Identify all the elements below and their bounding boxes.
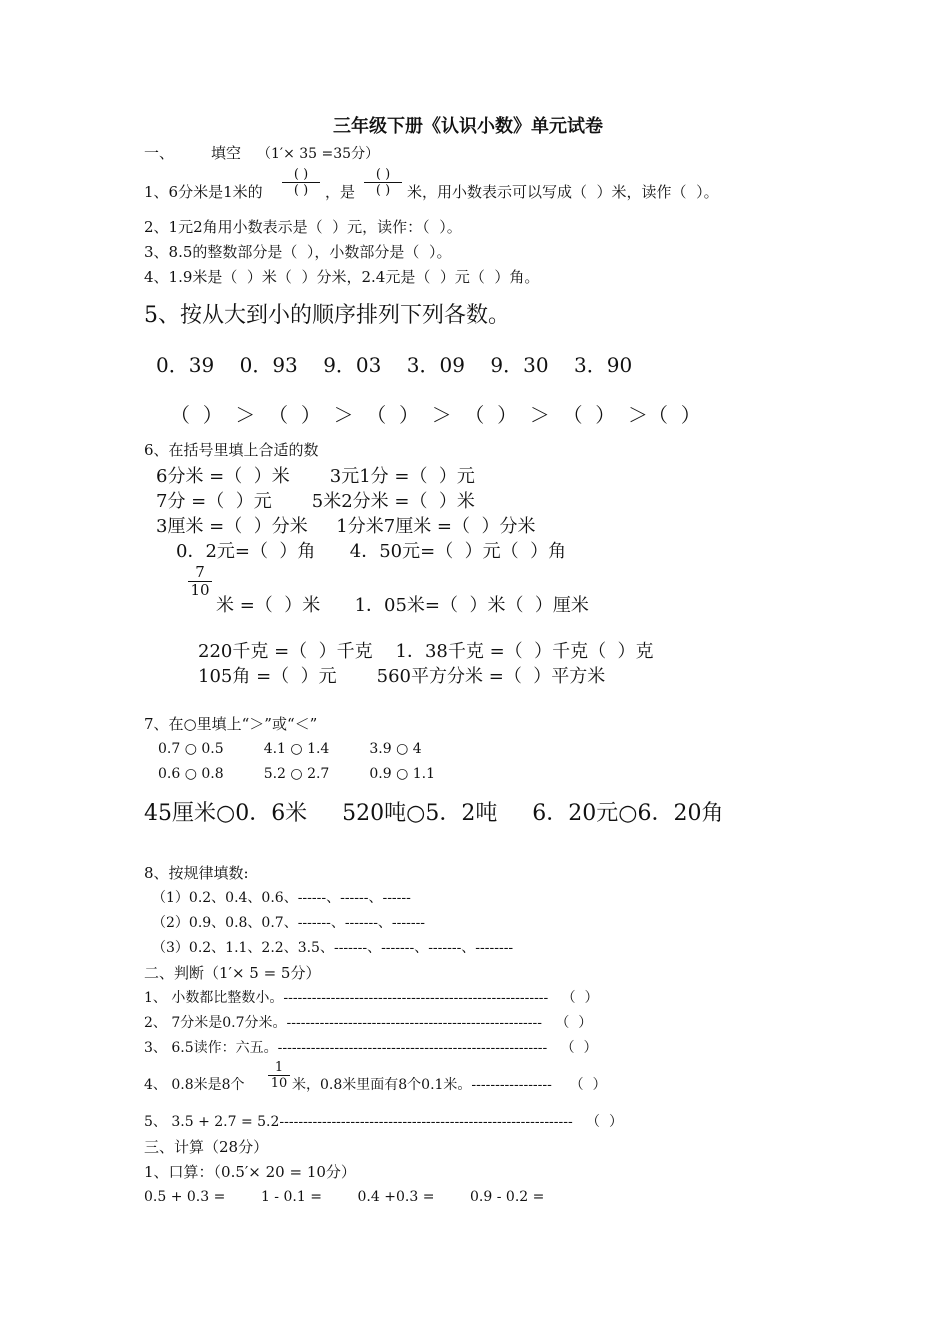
section3-header: 三、计算（28分） bbox=[144, 1138, 269, 1156]
q6-line-4: 0．2元=（ ）角 4．50元=（ ）元（ ）角 bbox=[176, 541, 567, 562]
q6-line-1: 6分米 =（ ）米 3元1分 =（ ）元 bbox=[156, 466, 475, 487]
section3-sub1: 1、口算：（0.5′× 20 = 10分） bbox=[144, 1163, 356, 1181]
q5-title: 5、按从大到小的顺序排列下列各数。 bbox=[144, 303, 510, 328]
q1-fraction-2 bbox=[364, 168, 402, 197]
q8-item-1: （1）0.2、0.4、0.6、------、------、------ bbox=[152, 890, 411, 906]
q5-answer-blanks: （ ） ＞ （ ） ＞ （ ） ＞ （ ） ＞ （ ） ＞（ ） bbox=[170, 403, 701, 427]
judge-item-4-part-b: 米，0.8米里面有8个0.1米。----------------- （ ） bbox=[292, 1077, 607, 1093]
q6-fraction-7-10 bbox=[188, 565, 212, 598]
q3: 3、8.5的整数部分是（ ），小数部分是（ ）。 bbox=[144, 243, 452, 261]
judge-item-3: 3、 6.5读作：六五。--------------------------------------------------------- （ ） bbox=[144, 1040, 598, 1056]
q5-numbers: 0．39 0．93 9．03 3．09 9．30 3．90 bbox=[156, 353, 633, 377]
judge-item-4-fraction bbox=[268, 1061, 290, 1090]
q1-part2: ，是 bbox=[325, 183, 356, 201]
q7-big-row: 45厘米○0．6米 520吨○5．2吨 6．20元○6．20角 bbox=[144, 801, 724, 826]
judge-item-1: 1、 小数都比整数小。-------------------------------------------------------- （ ） bbox=[144, 990, 599, 1006]
q1-fraction-1-den: ( ) bbox=[293, 183, 309, 198]
judge-item-2: 2、 7分米是0.7分米。------------------------------------------------------ （ ） bbox=[144, 1015, 593, 1031]
calc-row-1: 0.5 + 0.3 = 1 - 0.1 = 0.4 +0.3 = 0.9 - 0.2 = bbox=[144, 1189, 545, 1205]
q1-fraction-2-den: ( ) bbox=[375, 183, 391, 198]
judge-item-4-frac-num: 1 bbox=[274, 1060, 284, 1075]
q6-line-3: 3厘米 =（ ）分米 1分米7厘米 =（ ）分米 bbox=[156, 516, 536, 537]
q4: 4、1.9米是（ ）米（ ）分米，2.4元是（ ）元（ ）角。 bbox=[144, 268, 540, 286]
q2: 2、1元2角用小数表示是（ ）元，读作：（ ）。 bbox=[144, 218, 462, 236]
judge-item-5: 5、 3.5 + 2.7 = 5.2-------------------------------------------------------------- （ ） bbox=[144, 1114, 623, 1130]
q1-fraction-2-num: ( ) bbox=[375, 167, 391, 182]
q8-item-2: （2）0.9、0.8、0.7、-------、-------、------- bbox=[152, 915, 426, 931]
q6-fraction-num: 7 bbox=[195, 563, 205, 581]
section2-header: 二、判断（1′× 5 = 5分） bbox=[144, 964, 321, 982]
section1-label: 填空 bbox=[211, 144, 242, 162]
q8-item-3: （3）0.2、1.1、2.2、3.5、-------、-------、-------、-------- bbox=[152, 940, 514, 956]
page-title: 三年级下册《认识小数》单元试卷 bbox=[333, 116, 603, 137]
q7-title: 7、在○里填上“＞”或“＜” bbox=[144, 715, 318, 733]
judge-item-4-part-a: 4、 0.8米是8个 bbox=[144, 1077, 245, 1093]
q7-row-2: 0.6 ○ 0.8 5.2 ○ 2.7 0.9 ○ 1.1 bbox=[158, 766, 436, 782]
section1-number: 一、 bbox=[144, 144, 175, 162]
q6-fraction-line: 米 =（ ）米 1．05米=（ ）米（ ）厘米 bbox=[216, 595, 589, 616]
q6-line-5: 220千克 =（ ）千克 1．38千克 =（ ）千克（ ）克 bbox=[198, 641, 654, 662]
q1-part1: 1、6分米是1米的 bbox=[144, 183, 263, 201]
q8-title: 8、按规律填数: bbox=[144, 864, 249, 882]
section1-score: （1′× 35 =35分） bbox=[257, 146, 380, 162]
q1-fraction-1-num: ( ) bbox=[293, 167, 309, 182]
q6-line-2: 7分 =（ ）元 5米2分米 =（ ）米 bbox=[156, 491, 475, 512]
q1-fraction-1 bbox=[282, 168, 320, 197]
q1-part3: 米，用小数表示可以写成（ ）米，读作（ ）。 bbox=[407, 183, 719, 201]
q6-fraction-den: 10 bbox=[190, 581, 210, 599]
q6-line-6: 105角 =（ ）元 560平方分米 =（ ）平方米 bbox=[198, 666, 606, 687]
judge-item-4-frac-den: 10 bbox=[270, 1076, 288, 1091]
q7-row-1: 0.7 ○ 0.5 4.1 ○ 1.4 3.9 ○ 4 bbox=[158, 741, 422, 757]
q6-title: 6、在括号里填上合适的数 bbox=[144, 441, 319, 459]
